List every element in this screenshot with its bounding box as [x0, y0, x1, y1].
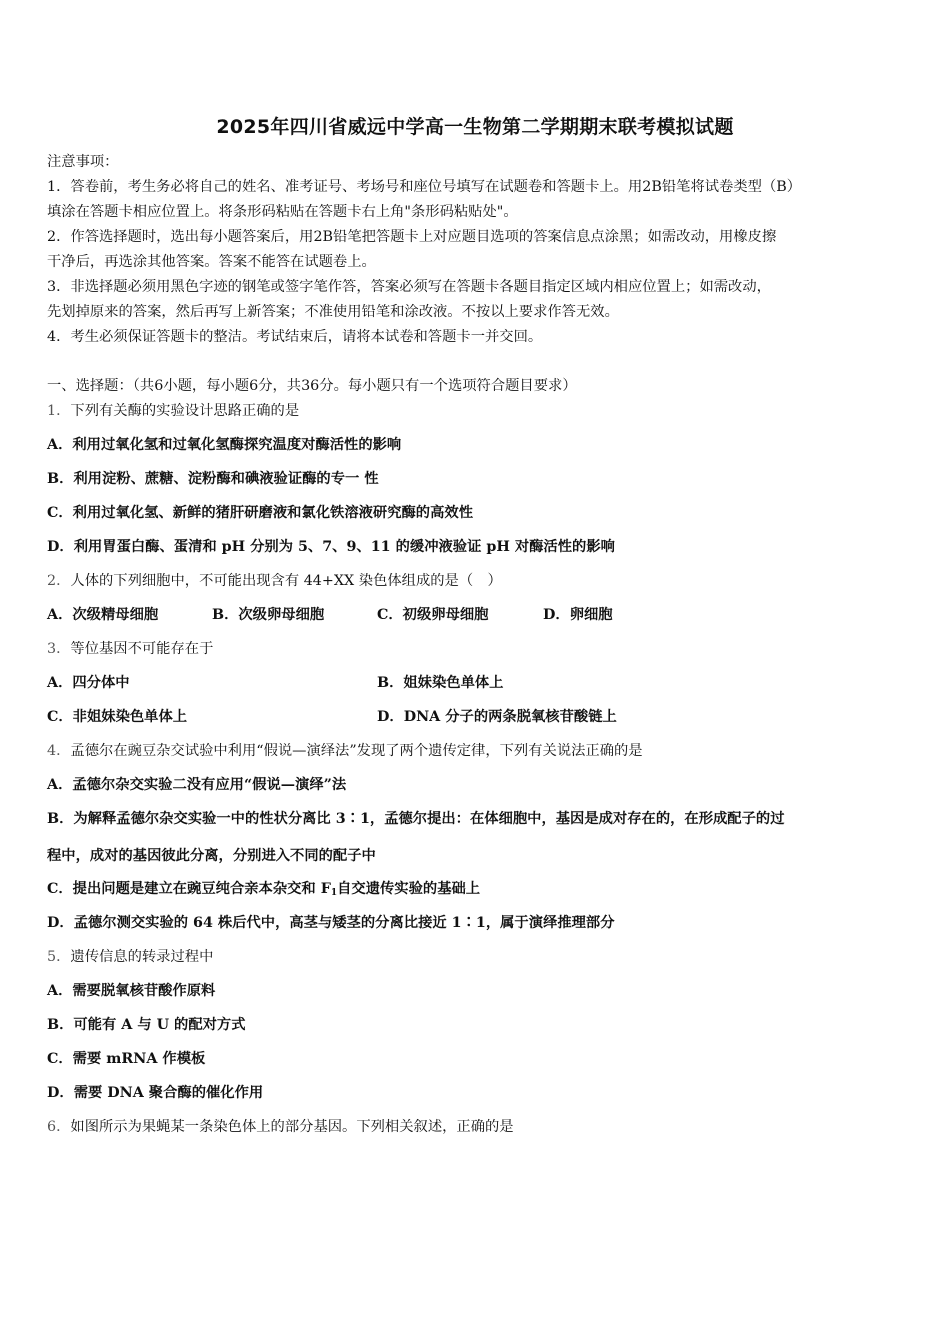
question-number: 2．	[47, 573, 71, 589]
notice-heading: 注意事项：	[47, 154, 119, 170]
section-heading: 一、选择题：（共6小题，每小题6分，共36分。每小题只有一个选项符合题目要求）	[47, 378, 577, 394]
question-stem: 下列有关酶的实验设计思路正确的是	[70, 403, 300, 419]
q5-option-d: D．需要 DNA 聚合酶的催化作用	[47, 1085, 264, 1101]
notice-line-1: 1．答卷前，考生务必将自己的姓名、准考证号、考场号和座位号填写在试题卷和答题卡上。用2B铅笔将试卷类型（B）	[47, 179, 802, 195]
q1-option-d: D．利用胃蛋白酶、蛋清和 pH 分别为 5、7、9、11 的缓冲液验证 pH 对酶活性的影响	[47, 539, 615, 555]
question-stem: 孟德尔在豌豆杂交试验中利用“假说—演绎法”发现了两个遗传定律，下列有关说法正确的是	[70, 743, 643, 759]
q4-option-d: D．孟德尔测交实验的 64 株后代中，高茎与矮茎的分离比接近 1∶1，属于演绎推理部分	[47, 915, 615, 931]
question-stem: 如图所示为果蝇某一条染色体上的部分基因。下列相关叙述，正确的是	[70, 1119, 514, 1135]
question-2	[47, 571, 502, 591]
q3-option-b: B．姐妹染色单体上	[377, 675, 504, 691]
q2-option-a: A．次级精母细胞	[47, 607, 159, 623]
notice-line-2: 填涂在答题卡相应位置上。将条形码粘贴在答题卡右上角"条形码粘贴处"。	[47, 204, 518, 220]
q1-option-c: C．利用过氧化氢、新鲜的猪肝研磨液和氯化铁溶液研究酶的高效性	[47, 505, 473, 521]
q5-option-a: A．需要脱氧核苷酸作原料	[47, 983, 216, 999]
question-1	[47, 401, 299, 421]
q3-option-c: C．非姐妹染色单体上	[47, 709, 188, 725]
q4-option-c-text: C．提出问题是建立在豌豆纯合亲本杂交和 F	[47, 881, 331, 897]
notice-line-6: 先划掉原来的答案，然后再写上新答案；不准使用铅笔和涂改液。不按以上要求作答无效。	[47, 304, 619, 320]
question-number: 4．	[47, 743, 71, 759]
q2-option-b: B．次级卵母细胞	[212, 607, 325, 623]
q2-option-c: C．初级卵母细胞	[377, 607, 489, 623]
q3-option-a: A．四分体中	[47, 675, 130, 691]
question-number: 6．	[47, 1119, 71, 1135]
question-stem: 等位基因不可能存在于	[70, 641, 214, 657]
q4-option-b-line2: 程中，成对的基因彼此分离，分别进入不同的配子中	[47, 848, 376, 864]
question-3	[47, 639, 213, 659]
question-5	[47, 947, 213, 967]
notice-line-3: 2．作答选择题时，选出每小题答案后，用2B铅笔把答题卡上对应题目选项的答案信息点涂黑；如需改动，用橡皮擦	[47, 229, 777, 245]
q1-option-b: B．利用淀粉、蔗糖、淀粉酶和碘液验证酶的专一 性	[47, 471, 379, 487]
question-number: 5．	[47, 949, 71, 965]
q4-option-c	[47, 879, 480, 903]
question-4	[47, 741, 643, 761]
question-6	[47, 1117, 514, 1137]
q4-option-b-line1: B．为解释孟德尔杂交实验一中的性状分离比 3∶1，孟德尔提出：在体细胞中，基因是成对存在的，在形成配子的过	[47, 811, 785, 827]
q5-option-c: C．需要 mRNA 作模板	[47, 1051, 206, 1067]
notice-line-5: 3．非选择题必须用黑色字迹的钢笔或签字笔作答，答案必须写在答题卡各题目指定区域内相应位置上；如需改动，	[47, 279, 771, 295]
page-title: 2025年四川省威远中学高一生物第二学期期末联考模拟试题	[216, 116, 734, 138]
q4-option-c-text-end: 自交遗传实验的基础上	[337, 881, 481, 897]
notice-line-7: 4．考生必须保证答题卡的整洁。考试结束后，请将本试卷和答题卡一并交回。	[47, 329, 543, 345]
q5-option-b: B．可能有 A 与 U 的配对方式	[47, 1017, 246, 1033]
question-stem: 遗传信息的转录过程中	[70, 949, 214, 965]
subscript: 1	[330, 888, 338, 898]
q1-option-a: A．利用过氧化氢和过氧化氢酶探究温度对酶活性的影响	[47, 437, 402, 453]
q4-option-a: A．孟德尔杂交实验二没有应用“假说—演绎”法	[47, 777, 347, 793]
question-number: 3．	[47, 641, 71, 657]
question-stem: 人体的下列细胞中，不可能出现含有 44+XX 染色体组成的是（ ）	[70, 573, 502, 589]
notice-line-4: 干净后，再选涂其他答案。答案不能答在试题卷上。	[47, 254, 376, 270]
q2-option-d: D．卵细胞	[543, 607, 613, 623]
question-number: 1．	[47, 403, 71, 419]
q3-option-d: D．DNA 分子的两条脱氧核苷酸链上	[377, 709, 617, 725]
